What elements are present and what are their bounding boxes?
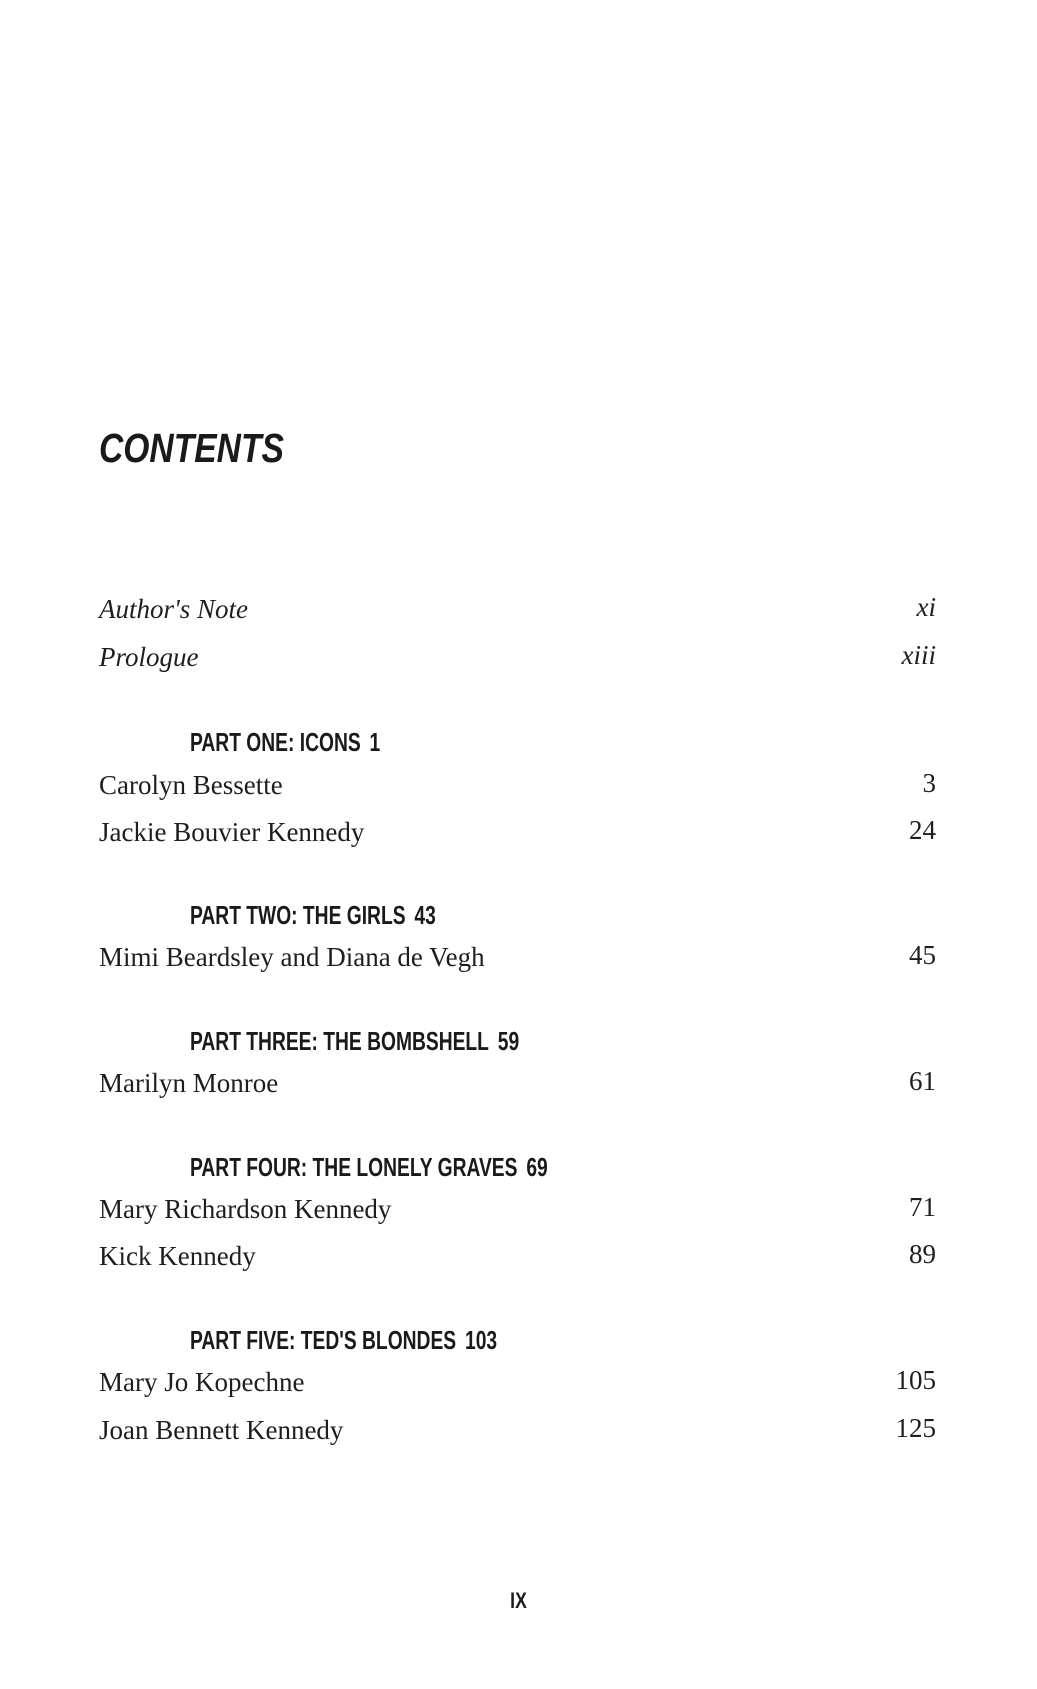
page-number: IX: [510, 1588, 527, 1613]
toc-entry-page: 24: [909, 815, 936, 845]
part-title: PART FOUR: THE LONELY GRAVES: [190, 1152, 518, 1182]
part-heading-five: [190, 1324, 497, 1356]
part-heading-two: [190, 899, 436, 931]
toc-entry-page: xi: [916, 592, 936, 622]
toc-entry-title: Mary Jo Kopechne: [99, 1367, 305, 1397]
toc-entry-page: 45: [909, 940, 936, 970]
part-heading-four: [190, 1151, 548, 1183]
toc-entry: [99, 937, 936, 977]
toc-entry-page: 105: [895, 1365, 936, 1395]
toc-entry-page: xiii: [901, 640, 936, 670]
toc-entry-page: 61: [909, 1066, 936, 1096]
part-page: 43: [414, 900, 436, 930]
page-title: CONTENTS: [99, 425, 284, 471]
part-page: 59: [497, 1026, 520, 1056]
toc-entry: [99, 1410, 936, 1450]
toc-entry-title: Jackie Bouvier Kennedy: [99, 817, 365, 847]
toc-entry-page: 71: [909, 1192, 936, 1222]
toc-entry: [99, 1362, 936, 1402]
toc-entry: [99, 1189, 936, 1229]
toc-entry: [99, 1236, 936, 1276]
part-title: PART THREE: THE BOMBSHELL: [190, 1026, 489, 1056]
toc-entry-prologue: [99, 637, 936, 677]
toc-entry-title: Marilyn Monroe: [99, 1068, 279, 1098]
toc-entry-title: Carolyn Bessette: [99, 770, 283, 800]
toc-entry: [99, 1063, 936, 1103]
toc-entry-title: Mary Richardson Kennedy: [99, 1194, 392, 1224]
toc-entry-page: 125: [895, 1413, 936, 1443]
part-page: 103: [464, 1325, 498, 1355]
toc-entry-authors-note: [99, 589, 936, 629]
part-page: 1: [369, 727, 381, 757]
toc-entry: [99, 812, 936, 852]
toc-entry-title: Joan Bennett Kennedy: [99, 1415, 344, 1445]
toc-entry: [99, 765, 936, 805]
toc-entry-title: Prologue: [99, 642, 199, 672]
part-heading-three: [190, 1025, 519, 1057]
toc-entry-page: 3: [922, 768, 936, 798]
part-title: PART TWO: THE GIRLS: [190, 900, 406, 930]
toc-entry-title: Author's Note: [99, 594, 249, 624]
part-heading-one: [190, 726, 380, 758]
part-page: 69: [526, 1152, 548, 1182]
toc-entry-title: Mimi Beardsley and Diana de Vegh: [99, 942, 485, 972]
part-title: PART FIVE: TED'S BLONDES: [190, 1325, 457, 1355]
toc-entry-title: Kick Kennedy: [99, 1241, 256, 1271]
part-title: PART ONE: ICONS: [190, 727, 361, 757]
toc-entry-page: 89: [909, 1239, 936, 1269]
